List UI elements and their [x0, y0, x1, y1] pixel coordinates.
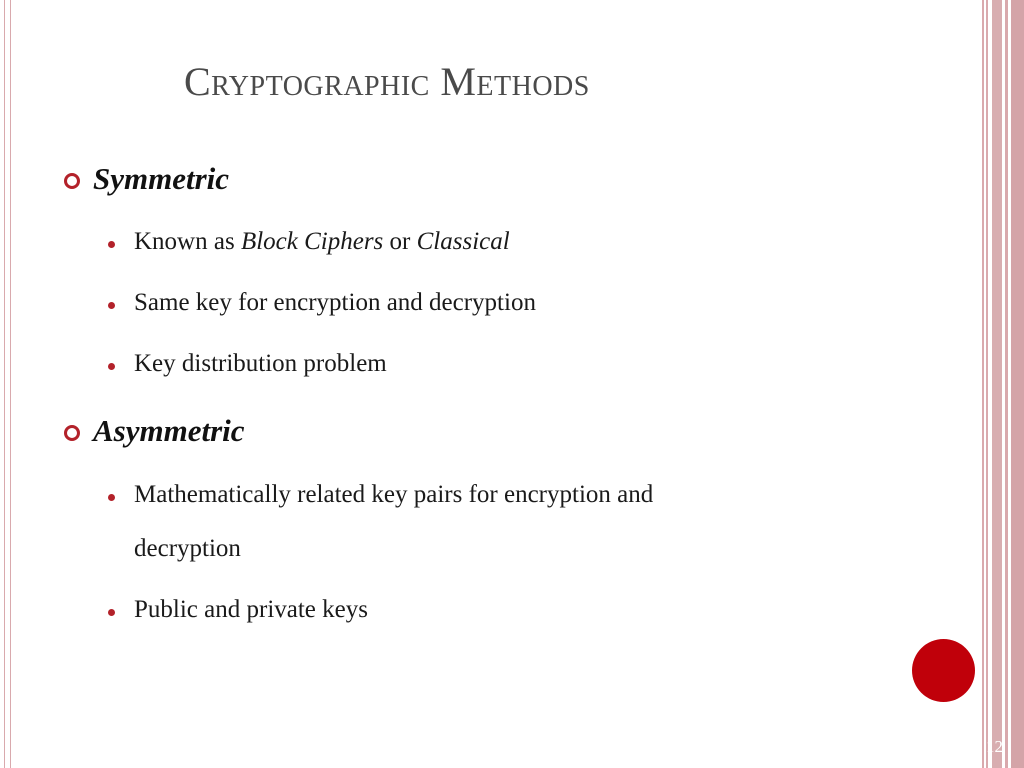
- border-stripe: [982, 0, 984, 768]
- decorative-red-circle: [912, 639, 975, 702]
- bullet-public-private: Public and private keys: [134, 596, 368, 623]
- border-stripe: [1005, 0, 1008, 768]
- dot-bullet-icon: [108, 494, 115, 501]
- bullet-key-pairs-line2: decryption: [134, 535, 241, 562]
- bullet-emphasis: Classical: [416, 228, 510, 255]
- bullet-same-key: Same key for encryption and decryption: [134, 289, 536, 316]
- dot-bullet-icon: [108, 609, 115, 616]
- section-heading-symmetric: Symmetric: [93, 161, 230, 196]
- border-stripe: [986, 0, 988, 768]
- slide-title: Cryptographic Methods: [184, 59, 590, 104]
- bullet-known-as: [134, 228, 510, 256]
- border-stripe: [992, 0, 1002, 768]
- bullet-emphasis: Block Ciphers: [240, 228, 384, 255]
- left-border-line: [10, 0, 11, 768]
- right-striped-border: [982, 0, 1024, 768]
- left-border-line: [4, 0, 5, 768]
- page-number: 12: [986, 737, 1003, 756]
- section-heading-asymmetric: Asymmetric: [93, 413, 245, 448]
- bullet-key-pairs-line1: Mathematically related key pairs for encryption and: [134, 481, 654, 508]
- bullet-text: or: [383, 228, 417, 255]
- border-stripe: [1011, 0, 1024, 768]
- dot-bullet-icon: [108, 302, 115, 309]
- dot-bullet-icon: [108, 241, 115, 248]
- dot-bullet-icon: [108, 363, 115, 370]
- ring-bullet-icon: [64, 425, 80, 441]
- bullet-key-distribution: Key distribution problem: [134, 350, 387, 377]
- ring-bullet-icon: [64, 173, 80, 189]
- bullet-text: Known as: [134, 228, 241, 255]
